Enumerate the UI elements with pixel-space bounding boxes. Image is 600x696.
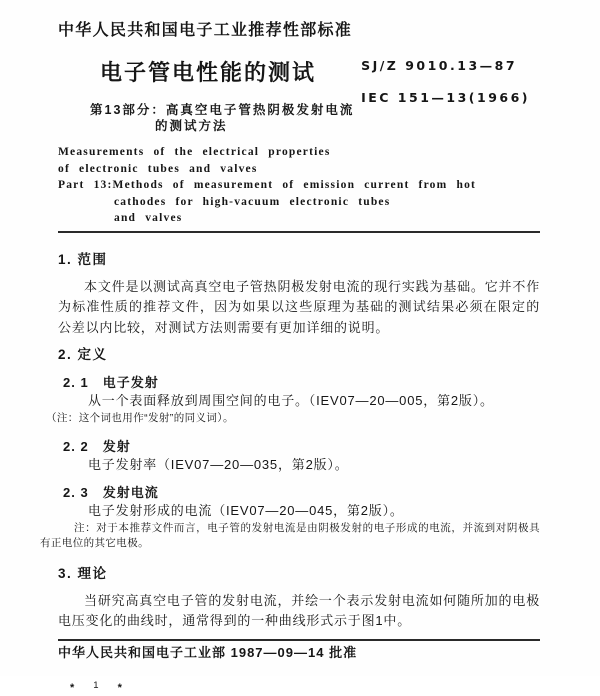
page-marker-asterisk: * [117, 681, 122, 694]
standard-code: SJ/Z 9010.13—87 [361, 58, 518, 73]
definition-body: 电子发射率（IEV07—20—035，第2版）。 [88, 456, 349, 472]
iec-reference-code: IEC 151—13(1966) [361, 90, 530, 105]
definition-term: 电子发射 [102, 375, 159, 390]
header-divider [58, 231, 540, 233]
standard-name-header: 中华人民共和国电子工业推荐性部标准 [58, 22, 353, 39]
page-number: 1 [93, 679, 99, 691]
standard-codes [361, 58, 530, 105]
english-title-block [58, 144, 540, 227]
definition-term: 发射电流 [102, 484, 159, 500]
definition-heading [63, 439, 540, 454]
definition-note: 注：对于本推荐文件而言，电子管的发射电流是由阴极发射的电子形成的电流，并流到对阴极具有正电位的其它电极。 [40, 521, 540, 549]
definition-heading [63, 375, 540, 390]
footer-divider [58, 639, 540, 641]
theory-paragraph: 当研究高真空电子管的发射电流，并绘一个表示发射电流如何随所加的电极电压变化的曲线时，通常得到的一种曲线形式示于图1中。 [58, 592, 540, 628]
scope-paragraph: 本文件是以测试高真空电子管热阴极发射电流的现行实践为基础。它并不作为标准性质的推荐文件，因为如果以这些原理为基础的测试结果必须在限定的公差以内比较，对测试方法则需要有更加详细的说明。 [58, 278, 540, 335]
english-title-line: cathodes for high-vacuum electronic tubes [114, 195, 391, 208]
section-heading-definitions: 2. 定义 [58, 347, 108, 362]
definition-number: 2. 2 [63, 438, 89, 454]
page-number-marker [70, 679, 122, 694]
definition-term: 发射 [102, 438, 131, 454]
section-heading-theory: 3. 理论 [58, 565, 108, 581]
document-title: 电子管电性能的测试 [100, 60, 317, 85]
section-heading-scope: 1. 范围 [58, 251, 108, 267]
part-subtitle-line2: 的测试方法 [155, 119, 228, 133]
english-title-line: Measurements of the electrical properties [58, 146, 331, 158]
english-title-line: Part 13:Methods of measurement of emission current from hot [58, 179, 477, 191]
title-row [58, 58, 540, 105]
definition-note: （注：这个词也用作“发射”的同义词）。 [46, 412, 234, 424]
definition-heading [63, 485, 540, 500]
definition-body: 从一个表面释放到周围空间的电子。（IEV07—20—005，第2版）。 [88, 393, 494, 408]
page-marker-asterisk: * [70, 681, 75, 694]
approval-statement: 中华人民共和国电子工业部 1987—09—14 批准 [58, 644, 358, 660]
definition-number: 2. 1 [63, 375, 89, 390]
definition-body: 电子发射形成的电流（IEV07—20—045，第2版）。 [88, 502, 404, 518]
english-title-line: and valves [114, 212, 183, 224]
definition-number: 2. 3 [63, 484, 89, 500]
english-title-line: of electronic tubes and valves [58, 162, 258, 175]
part-subtitle-line1: 第13部分：高真空电子管热阴极发射电流 [90, 103, 355, 117]
